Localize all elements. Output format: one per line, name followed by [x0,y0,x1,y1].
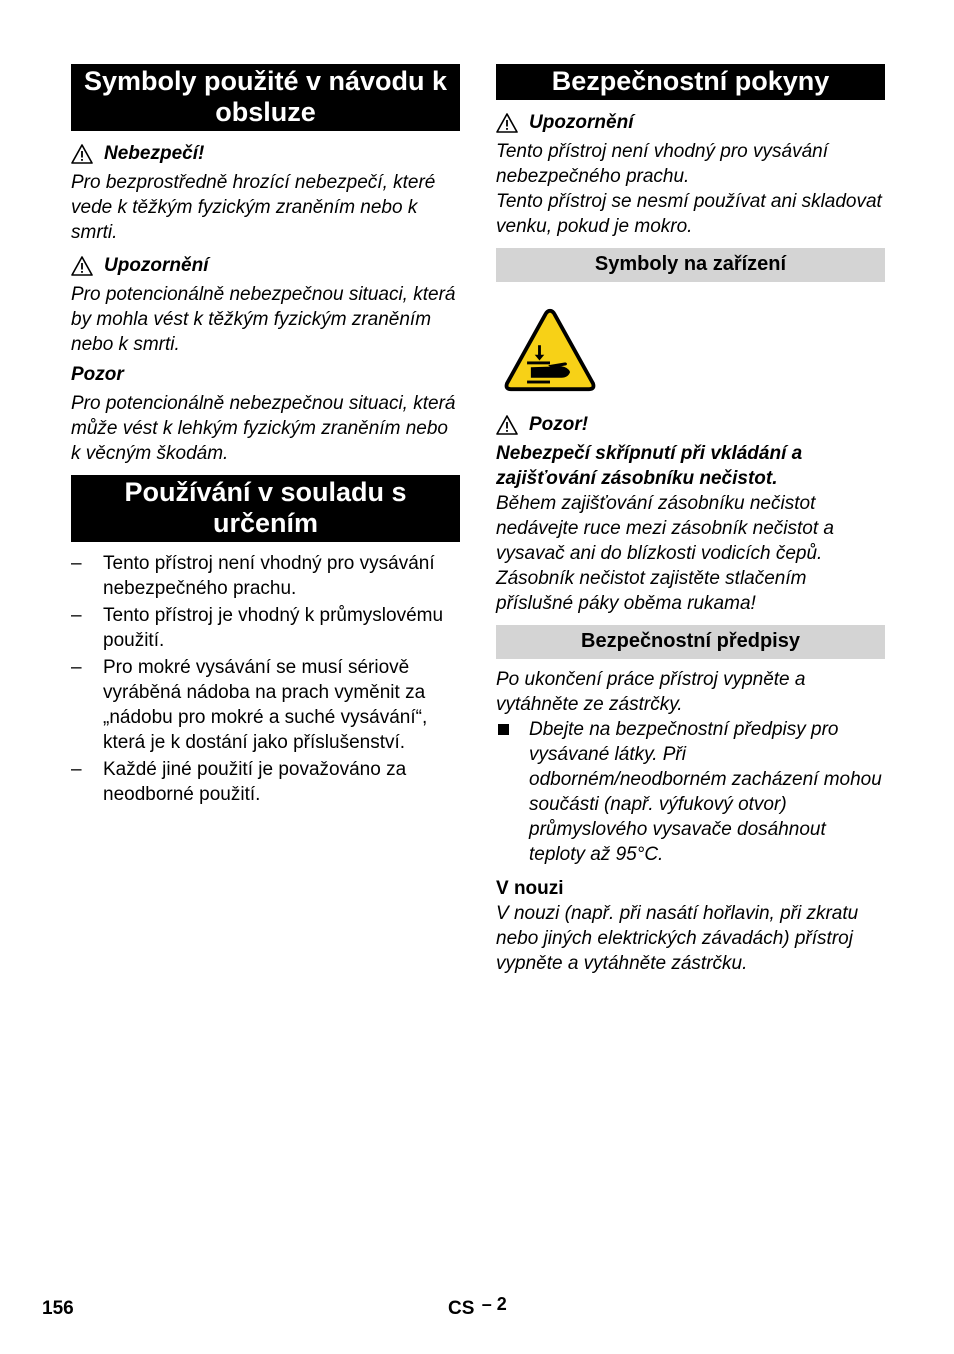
heading-safety: Bezpečnostní pokyny [496,64,885,100]
caution-text-2: Zásobník nečistot zajistěte stlačením příslušné páky oběma rukama! [496,568,807,614]
warning-label: Upozornění [104,255,209,276]
caution-bold-text: Nebezpečí skřípnutí při vkládání a zajišťování zásobníku nečistot. [496,443,803,489]
danger-label-row [71,141,460,166]
warning-triangle-icon [496,113,518,133]
list-item: – Tento přístroj je vhodný k průmyslovému použití. [71,605,444,651]
sub-page-number: – 2 [481,1294,507,1314]
caution-label: Pozor [71,364,124,385]
list-item: – Každé jiné použití je považováno za neodborné použití. [71,759,407,805]
warning-text: Pro potencionálně nebezpečnou situaci, která by mohla vést k těžkým fyzickým zraněním nebo k smrti. [71,284,456,355]
emergency-heading: V nouzi [496,878,564,899]
right-column [496,64,885,976]
caution-label: Pozor! [529,414,589,435]
intended-use-list [71,551,460,807]
caution-text: Pro potencionálně nebezpečnou situaci, která může vést k lehkým fyzickým zraněním nebo k věcným škodám. [71,393,456,464]
left-column [71,64,460,809]
rules-intro: Po ukončení práce přístroj vypněte a vytáhněte ze zástrčky. [496,669,806,715]
caution-text-1: Během zajišťování zásobníku nečistot nedávejte ruce mezi zásobník nečistot a vysavač ani do blízkosti vodicích čepů. [496,493,834,564]
square-bullet-icon [498,724,509,735]
heading-intended-use: Používání v souladu s určením [71,475,460,542]
lang-code: CS [448,1298,475,1319]
subheading-safety-rules: Bezpečnostní předpisy [496,625,885,659]
heading-symbols: Symboly použité v návodu k obsluze [71,64,460,131]
warning-triangle-icon [71,256,93,276]
page-number: 156 [42,1298,74,1319]
footer-lang [448,1294,507,1320]
emergency-text: V nouzi (např. při nasátí hořlavin, při zkratu nebo jiných elektrických závadách) přístroj vypněte a vytáhněte zástrčku. [496,903,859,974]
list-item: – Tento přístroj není vhodný pro vysávání nebezpečného prachu. [71,553,435,599]
warning-triangle-icon [496,415,518,435]
danger-text: Pro bezprostředně hrozící nebezpečí, které vede k těžkým fyzickým zraněním nebo k smrti. [71,172,436,243]
subheading-device-symbols: Symboly na zařízení [496,248,885,282]
rules-bullet-item: Dbejte na bezpečnostní předpisy pro vysávané látky. Při odborném/neodborném zacházení mohou součásti (např. výfukový otvor) průmyslového vysavače dosáhnout teploty až 95°C. [496,717,885,867]
warning-text-1: Tento přístroj není vhodný pro vysávání nebezpečného prachu. [496,141,828,187]
caution-label-row [496,412,885,437]
hand-crush-hazard-sign-icon [502,307,598,393]
list-item: – Pro mokré vysávání se musí sériově vyráběná nádoba na prach vyměnit za „nádobu pro mokré a suché vysávání“, která je k dostání jako příslušenství. [71,657,428,753]
warning-label: Upozornění [529,112,634,133]
warning-label-row [496,110,885,135]
danger-label: Nebezpečí! [104,143,205,164]
warning-label-row [71,253,460,278]
warning-text-2: Tento přístroj se nesmí používat ani skladovat venku, pokud je mokro. [496,191,882,237]
warning-triangle-icon [71,144,93,164]
